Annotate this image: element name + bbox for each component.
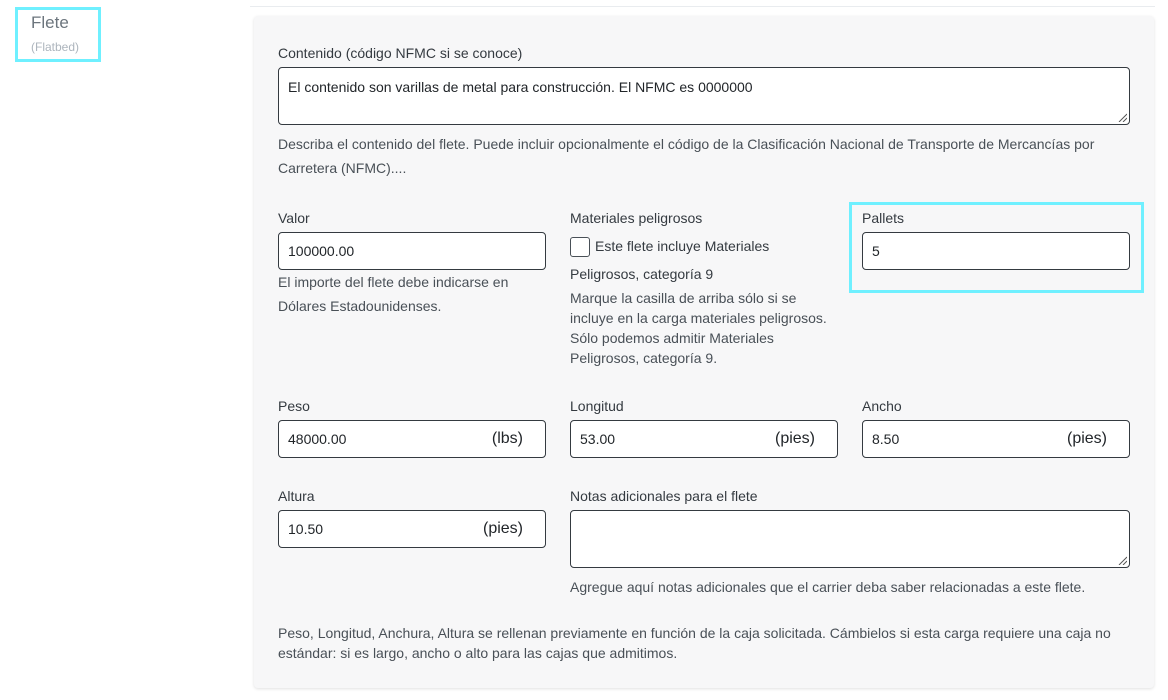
weight-label: Peso bbox=[278, 398, 310, 414]
notes-textarea[interactable] bbox=[570, 510, 1130, 568]
width-input[interactable] bbox=[862, 420, 1130, 458]
section-subtitle: (Flatbed) bbox=[31, 40, 80, 54]
hazmat-checkbox-label-1[interactable]: Este flete incluye Materiales bbox=[595, 238, 770, 254]
length-label: Longitud bbox=[570, 398, 624, 414]
width-label: Ancho bbox=[862, 398, 902, 414]
weight-input[interactable] bbox=[278, 420, 546, 458]
notes-label: Notas adicionales para el flete bbox=[570, 488, 758, 504]
resize-handle-icon[interactable] bbox=[1118, 113, 1127, 122]
content-help: Describa el contenido del flete. Puede incluir opcionalmente el código de la Clasificación Nacional de Transporte de Mercancías por Carretera (NFMC).... bbox=[278, 136, 1095, 176]
resize-handle-icon[interactable] bbox=[1118, 556, 1127, 565]
height-label: Altura bbox=[278, 488, 315, 504]
content-value: El contenido son varillas de metal para construcción. El NFMC es 0000000 bbox=[288, 79, 753, 95]
hazmat-label: Materiales peligrosos bbox=[570, 210, 703, 226]
length-value: 53.00 bbox=[580, 431, 616, 447]
hazmat-help: Marque la casilla de arriba sólo si se incluye en la carga materiales peligrosos. Sólo podemos admitir Materiales Peligrosos, categoría 9. bbox=[570, 290, 827, 366]
width-value: 8.50 bbox=[872, 431, 900, 447]
content-textarea[interactable] bbox=[278, 67, 1130, 125]
hazmat-checkbox-label-2[interactable]: Peligrosos, categoría 9 bbox=[570, 266, 714, 282]
value-input-value: 100000.00 bbox=[288, 243, 355, 259]
footer-note: Peso, Longitud, Anchura, Altura se rellenan previamente en función de la caja solicitada. Cámbielos si esta carga requiere una caja no estándar: si es largo, ancho o alto para las cajas que admitimos. bbox=[278, 625, 1111, 661]
value-label: Valor bbox=[278, 210, 310, 226]
length-input[interactable] bbox=[570, 420, 838, 458]
section-header-highlighted bbox=[15, 7, 101, 62]
height-value: 10.50 bbox=[288, 521, 324, 537]
value-help: El importe del flete debe indicarse en Dólares Estadounidenses. bbox=[278, 274, 509, 314]
content-label: Contenido (código NFMC si se conoce) bbox=[278, 45, 523, 61]
width-unit: (pies) bbox=[1066, 430, 1107, 447]
section-title: Flete bbox=[31, 13, 69, 32]
pallets-label: Pallets bbox=[862, 210, 905, 226]
height-input[interactable] bbox=[278, 510, 546, 548]
notes-help: Agregue aquí notas adicionales que el carrier deba saber relacionadas a este flete. bbox=[570, 579, 1086, 595]
length-unit: (pies) bbox=[774, 430, 815, 447]
pallets-value: 5 bbox=[872, 243, 880, 259]
top-divider bbox=[250, 6, 1155, 7]
value-input[interactable] bbox=[278, 232, 546, 270]
weight-unit: (lbs) bbox=[491, 430, 523, 447]
pallets-input[interactable] bbox=[862, 232, 1130, 270]
freight-form-card bbox=[254, 16, 1154, 688]
weight-value: 48000.00 bbox=[288, 431, 347, 447]
height-unit: (pies) bbox=[482, 520, 523, 537]
hazmat-checkbox[interactable] bbox=[570, 237, 590, 257]
